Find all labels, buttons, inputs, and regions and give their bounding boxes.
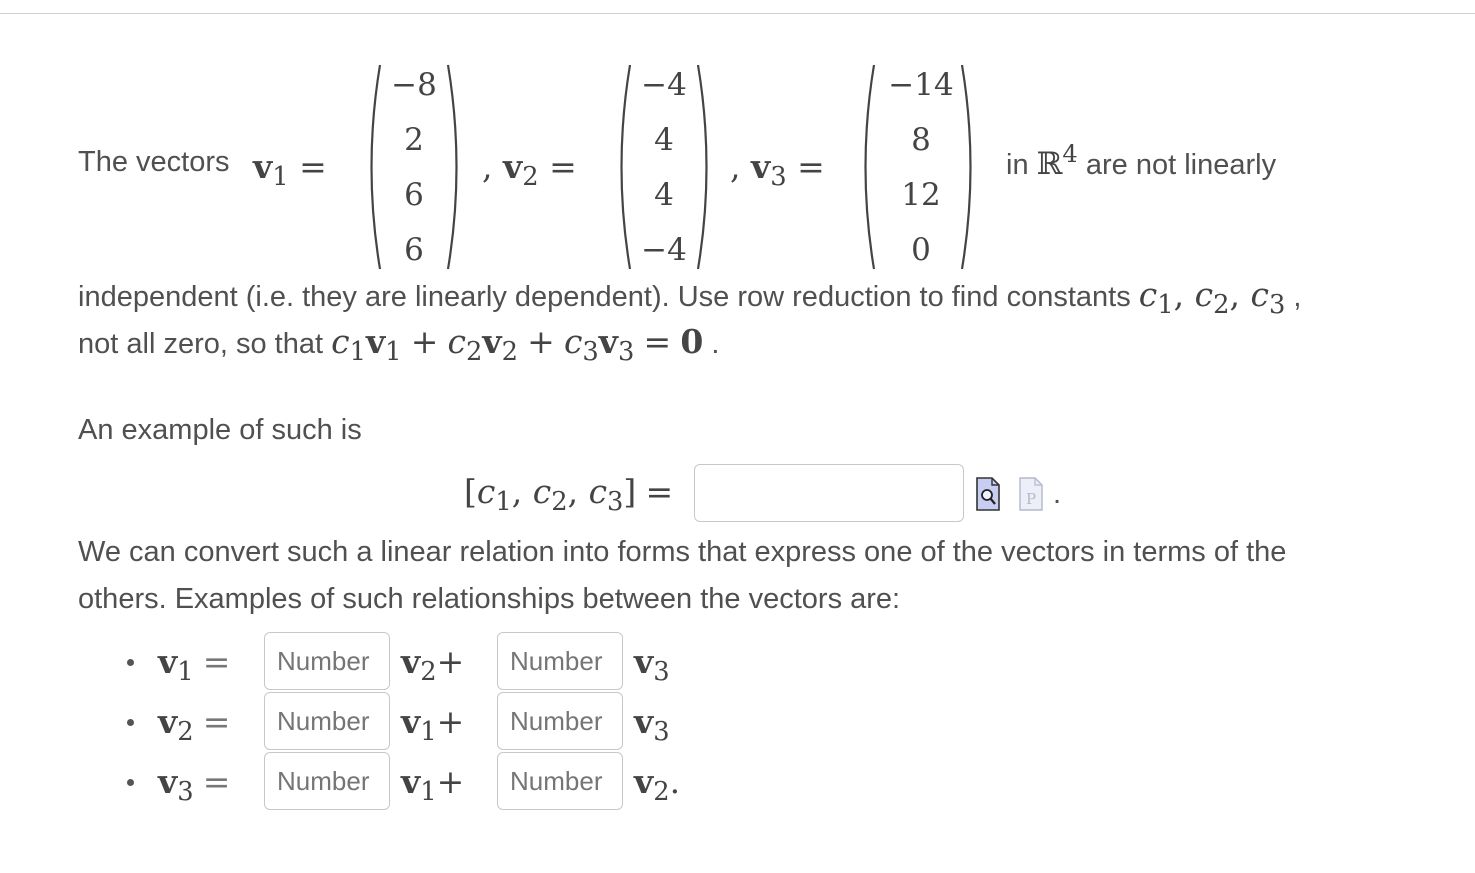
bullet: [127, 659, 134, 666]
v1-component-2: 2: [404, 122, 424, 158]
v1-component-4: 6: [404, 232, 424, 268]
right-paren-v2: [694, 62, 718, 272]
left-paren-v3: [854, 62, 878, 272]
relation-1-term-2: $v_3$: [634, 642, 670, 688]
v3-label: , $v_3$ =: [730, 147, 825, 193]
relation-2-lhs: $v_2$ =: [158, 702, 231, 748]
v2-component-3: 4: [654, 177, 674, 213]
relation-1-lhs: $v_1$ =: [158, 642, 231, 688]
v1-component-3: 6: [404, 177, 424, 213]
relation-1-coef-1-input[interactable]: [264, 632, 390, 690]
relation-3-coef-1-input[interactable]: [264, 752, 390, 810]
v2-component-2: 4: [654, 122, 674, 158]
v2-label: , $v_2$ =: [482, 147, 577, 193]
help-doc-icon[interactable]: [1018, 476, 1044, 512]
top-divider: [0, 13, 1475, 14]
relation-3-coef-2-input[interactable]: [497, 752, 623, 810]
relation-2-coef-2-input[interactable]: [497, 692, 623, 750]
v1-label: $v_1$ =: [253, 147, 327, 193]
in-space-text: in ℝ$^4$ are not linearly: [1006, 139, 1277, 182]
relation-1-coef-2-input[interactable]: [497, 632, 623, 690]
bullet: [127, 779, 134, 786]
v3-component-3: 12: [901, 177, 941, 213]
paragraph2-line2: others. Examples of such relationships between the vectors are:: [78, 583, 901, 615]
paragraph2-line1: We can convert such a linear relation into forms that express one of the vectors in terms of the: [78, 536, 1287, 568]
relation-2-coef-1-input[interactable]: [264, 692, 390, 750]
example-period: .: [1053, 478, 1062, 510]
relation-1-term-1: $v_2+$: [401, 642, 465, 688]
svg-text:P: P: [1026, 490, 1037, 508]
intro-prefix: The vectors: [78, 146, 230, 178]
preview-icon[interactable]: [975, 476, 1001, 512]
paragraph1-line3: not all zero, so that $c_1v_1 + c_2v_2 + c_3v_3 = 0$ .: [78, 322, 720, 368]
right-paren-v1: [444, 62, 468, 272]
relation-3-lhs: $v_3$ =: [158, 762, 231, 808]
bullet: [127, 719, 134, 726]
example-label: An example of such is: [78, 414, 362, 446]
v3-component-4: 0: [911, 232, 931, 268]
v3-component-2: 8: [911, 122, 931, 158]
relation-2-term-2: $v_3$: [634, 702, 670, 748]
v1-component-1: −8: [391, 67, 437, 103]
relation-2-term-1: $v_1+$: [401, 702, 465, 748]
coefficients-answer-input[interactable]: [694, 464, 964, 522]
paragraph1-line2: independent (i.e. they are linearly dependent). Use row reduction to find constants $c_1$, $c_2$, $c_3$ ,: [78, 275, 1302, 321]
v2-component-4: −4: [641, 232, 687, 268]
coefficients-lhs: [$c_1$, $c_2$, $c_3$] =: [464, 472, 674, 518]
v3-component-1: −14: [888, 67, 954, 103]
right-paren-v3: [958, 62, 982, 272]
v2-component-1: −4: [641, 67, 687, 103]
relation-3-term-1: $v_1+$: [401, 762, 465, 808]
relation-3-term-2: $v_2$.: [634, 762, 681, 808]
